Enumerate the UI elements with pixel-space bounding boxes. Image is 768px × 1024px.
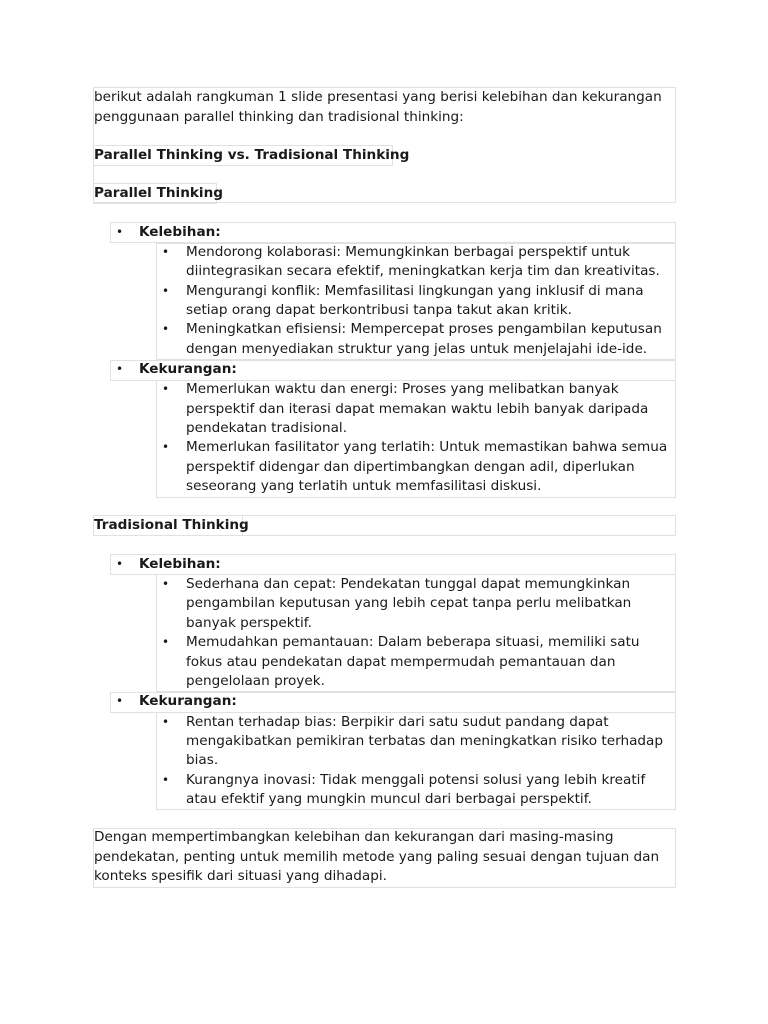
s1-kelebihan-item-3-line-2: dengan menyediakan struktur yang jelas untuk menjelajahi ide-ide. [186,341,648,357]
s2-kekurangan-label: Kekurangan: [139,693,237,709]
section-2-title: Tradisional Thinking [94,517,249,533]
s2-kelebihan-label: Kelebihan: [139,556,221,572]
intro-line-2: penggunaan parallel thinking dan tradisional thinking: [94,109,464,125]
s1-kelebihan-item-2-line-2: setiap orang dapat berkontribusi tanpa takut akan kritik. [186,302,572,318]
s1-kekurangan-item-1-line-2: perspektif dan iterasi dapat memakan waktu lebih banyak daripada [186,401,649,417]
s2-kekurangan-bullet: • [116,694,124,708]
s1-kekurangan-label: Kekurangan: [139,361,237,377]
s2-kekurangan-item-2-line-1: Kurangnya inovasi: Tidak menggali potensi solusi yang lebih kreatif [186,772,646,788]
s2-kekurangan-item-1-bullet: • [162,715,170,729]
s2-kelebihan-item-1-line-2: pengambilan keputusan yang lebih cepat tanpa perlu melibatkan [186,595,632,611]
main-title: Parallel Thinking vs. Tradisional Thinking [94,147,410,163]
s1-kekurangan-bullet: • [116,362,124,376]
s2-kekurangan-item-1-line-1: Rentan terhadap bias: Berpikir dari satu sudut pandang dapat [186,714,609,730]
s1-kelebihan-item-2-bullet: • [162,284,170,298]
s1-kelebihan-item-3-line-1: Meningkatkan efisiensi: Mempercepat proses pengambilan keputusan [186,321,662,337]
s1-kekurangan-item-1-line-3: pendekatan tradisional. [186,420,348,436]
s1-kekurangan-item-1-line-1: Memerlukan waktu dan energi: Proses yang melibatkan banyak [186,381,619,397]
s2-kelebihan-item-2-line-1: Memudahkan pemantauan: Dalam beberapa situasi, memiliki satu [186,634,640,650]
s1-kelebihan-item-1-line-2: diintegrasikan secara efektif, meningkatkan kerja tim dan kreativitas. [186,263,660,279]
s2-kekurangan-item-1-line-2: mengakibatkan pemikiran terbatas dan meningkatkan risiko terhadap [186,733,663,749]
intro-line-1: berikut adalah rangkuman 1 slide presentasi yang berisi kelebihan dan kekurangan [94,89,662,105]
s2-kelebihan-item-1-bullet: • [162,577,170,591]
conclusion-line-3: konteks spesifik dari situasi yang dihadapi. [94,868,387,884]
s1-kekurangan-item-1-bullet: • [162,382,170,396]
s1-kekurangan-item-2-line-1: Memerlukan fasilitator yang terlatih: Untuk memastikan bahwa semua [186,439,668,455]
s1-kelebihan-item-1-bullet: • [162,245,170,259]
s2-kelebihan-item-1-line-1: Sederhana dan cepat: Pendekatan tunggal dapat memungkinkan [186,576,631,592]
s1-kekurangan-item-2-line-3: seseorang yang terlatih untuk memfasilitasi diskusi. [186,478,542,494]
s2-kekurangan-item-2-line-2: atau efektif yang mungkin muncul dari berbagai perspektif. [186,791,592,807]
s1-kekurangan-item-2-line-2: perspektif didengar dan dipertimbangkan dengan adil, diperlukan [186,459,635,475]
s2-kelebihan-item-1-line-3: banyak perspektif. [186,615,312,631]
conclusion-line-1: Dengan mempertimbangkan kelebihan dan kekurangan dari masing-masing [94,829,614,845]
s2-kelebihan-bullet: • [116,557,124,571]
conclusion-line-2: pendekatan, penting untuk memilih metode yang paling sesuai dengan tujuan dan [94,849,660,865]
s1-kelebihan-item-1-line-1: Mendorong kolaborasi: Memungkinkan berbagai perspektif untuk [186,244,631,260]
s1-kekurangan-item-2-bullet: • [162,440,170,454]
s2-kekurangan-item-2-bullet: • [162,773,170,787]
s1-kelebihan-label: Kelebihan: [139,224,221,240]
s1-kelebihan-item-2-line-1: Mengurangi konflik: Memfasilitasi lingkungan yang inklusif di mana [186,283,644,299]
s2-kelebihan-item-2-line-2: fokus atau pendekatan dapat mempermudah pemantauan dan [186,654,616,670]
s2-kelebihan-item-2-line-3: pengelolaan proyek. [186,673,325,689]
section-1-title: Parallel Thinking [94,185,223,201]
s2-kekurangan-item-1-line-3: bias. [186,752,219,768]
s1-kelebihan-bullet: • [116,225,124,239]
s2-kelebihan-item-2-bullet: • [162,635,170,649]
s1-kelebihan-item-3-bullet: • [162,322,170,336]
